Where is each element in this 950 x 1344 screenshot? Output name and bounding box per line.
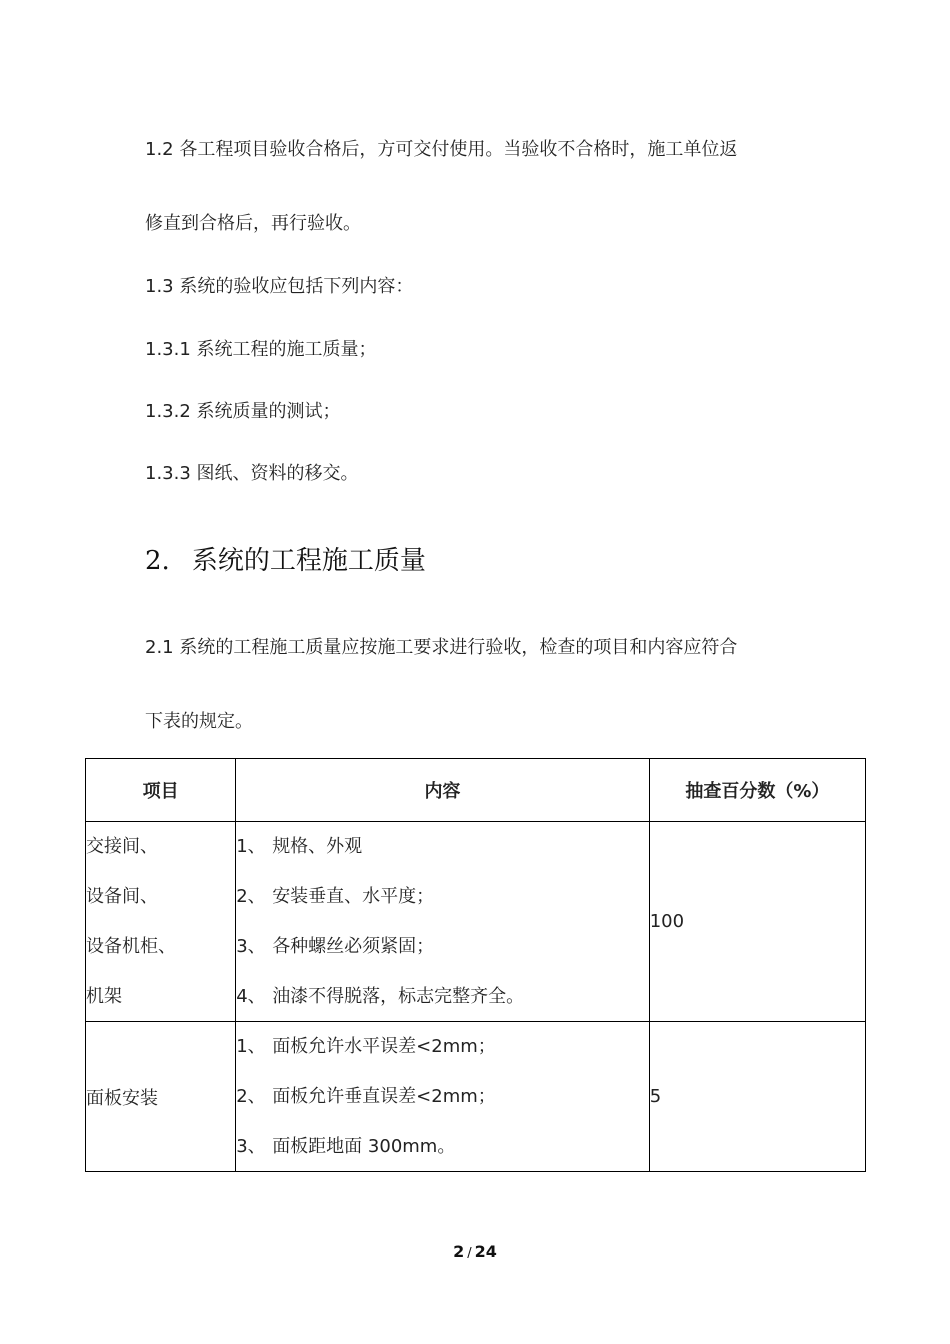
row-item: 面板安装 (86, 1022, 236, 1172)
paragraph-1-2-line2: 修直到合格后，再行验收。 (145, 213, 361, 234)
content-number: 3、 (236, 1135, 266, 1157)
paragraph-1-3: 1.3 系统的验收应包括下列内容： (145, 276, 414, 297)
header-content: 内容 (236, 759, 650, 822)
content-line (236, 984, 649, 1010)
content-text: 安装垂直、水平度； (272, 885, 435, 907)
content-text: 规格、外观 (272, 835, 363, 857)
table-row (86, 822, 866, 1022)
table-header-row (86, 759, 866, 822)
paragraph-2-1-line1: 2.1 系统的工程施工质量应按施工要求进行验收，检查的项目和内容应符合 (145, 637, 738, 658)
section-2-heading (145, 543, 426, 579)
content-text: 面板允许水平误差<2mm； (272, 1035, 496, 1057)
content-line (236, 1134, 649, 1160)
page-total: 24 (474, 1242, 497, 1261)
row-percent: 100 (649, 822, 865, 1022)
header-item: 项目 (86, 759, 236, 822)
section-number: 2. (145, 546, 170, 576)
header-percent: 抽查百分数（%） (649, 759, 865, 822)
content-text: 油漆不得脱落，标志完整齐全。 (272, 985, 525, 1007)
section-title: 系统的工程施工质量 (191, 546, 426, 576)
row-content (236, 822, 650, 1022)
content-text: 面板允许垂直误差<2mm； (272, 1085, 496, 1107)
content-number: 1、 (236, 835, 266, 857)
content-number: 4、 (236, 985, 266, 1007)
page-separator: / (467, 1246, 472, 1261)
row-item-line: 交接间、 (86, 835, 158, 857)
paragraph-1-3-1: 1.3.1 系统工程的施工质量； (145, 339, 377, 360)
content-line (236, 934, 649, 984)
content-line (236, 1034, 649, 1084)
content-text: 面板距地面 300mm。 (272, 1135, 456, 1157)
row-item (86, 822, 236, 1022)
paragraph-2-1-line2: 下表的规定。 (145, 711, 253, 732)
row-item-line: 设备机柜、 (86, 935, 176, 957)
paragraph-1-2-line1: 1.2 各工程项目验收合格后，方可交付使用。当验收不合格时，施工单位返 (145, 139, 738, 160)
page-number (0, 1242, 950, 1261)
content-number: 1、 (236, 1035, 266, 1057)
row-percent: 5 (649, 1022, 865, 1172)
paragraph-1-3-3: 1.3.3 图纸、资料的移交。 (145, 463, 359, 484)
content-text: 各种螺丝必须紧固； (272, 935, 435, 957)
row-item-line: 设备间、 (86, 885, 158, 907)
paragraph-1-3-2: 1.3.2 系统质量的测试； (145, 401, 341, 422)
content-number: 3、 (236, 935, 266, 957)
content-number: 2、 (236, 1085, 266, 1107)
page-current: 2 (453, 1242, 465, 1261)
row-content (236, 1022, 650, 1172)
content-line (236, 1084, 649, 1134)
content-number: 2、 (236, 885, 266, 907)
content-line (236, 834, 649, 884)
content-line (236, 884, 649, 934)
table-row (86, 1022, 866, 1172)
inspection-table (85, 758, 866, 1172)
row-item-line: 机架 (86, 985, 122, 1007)
